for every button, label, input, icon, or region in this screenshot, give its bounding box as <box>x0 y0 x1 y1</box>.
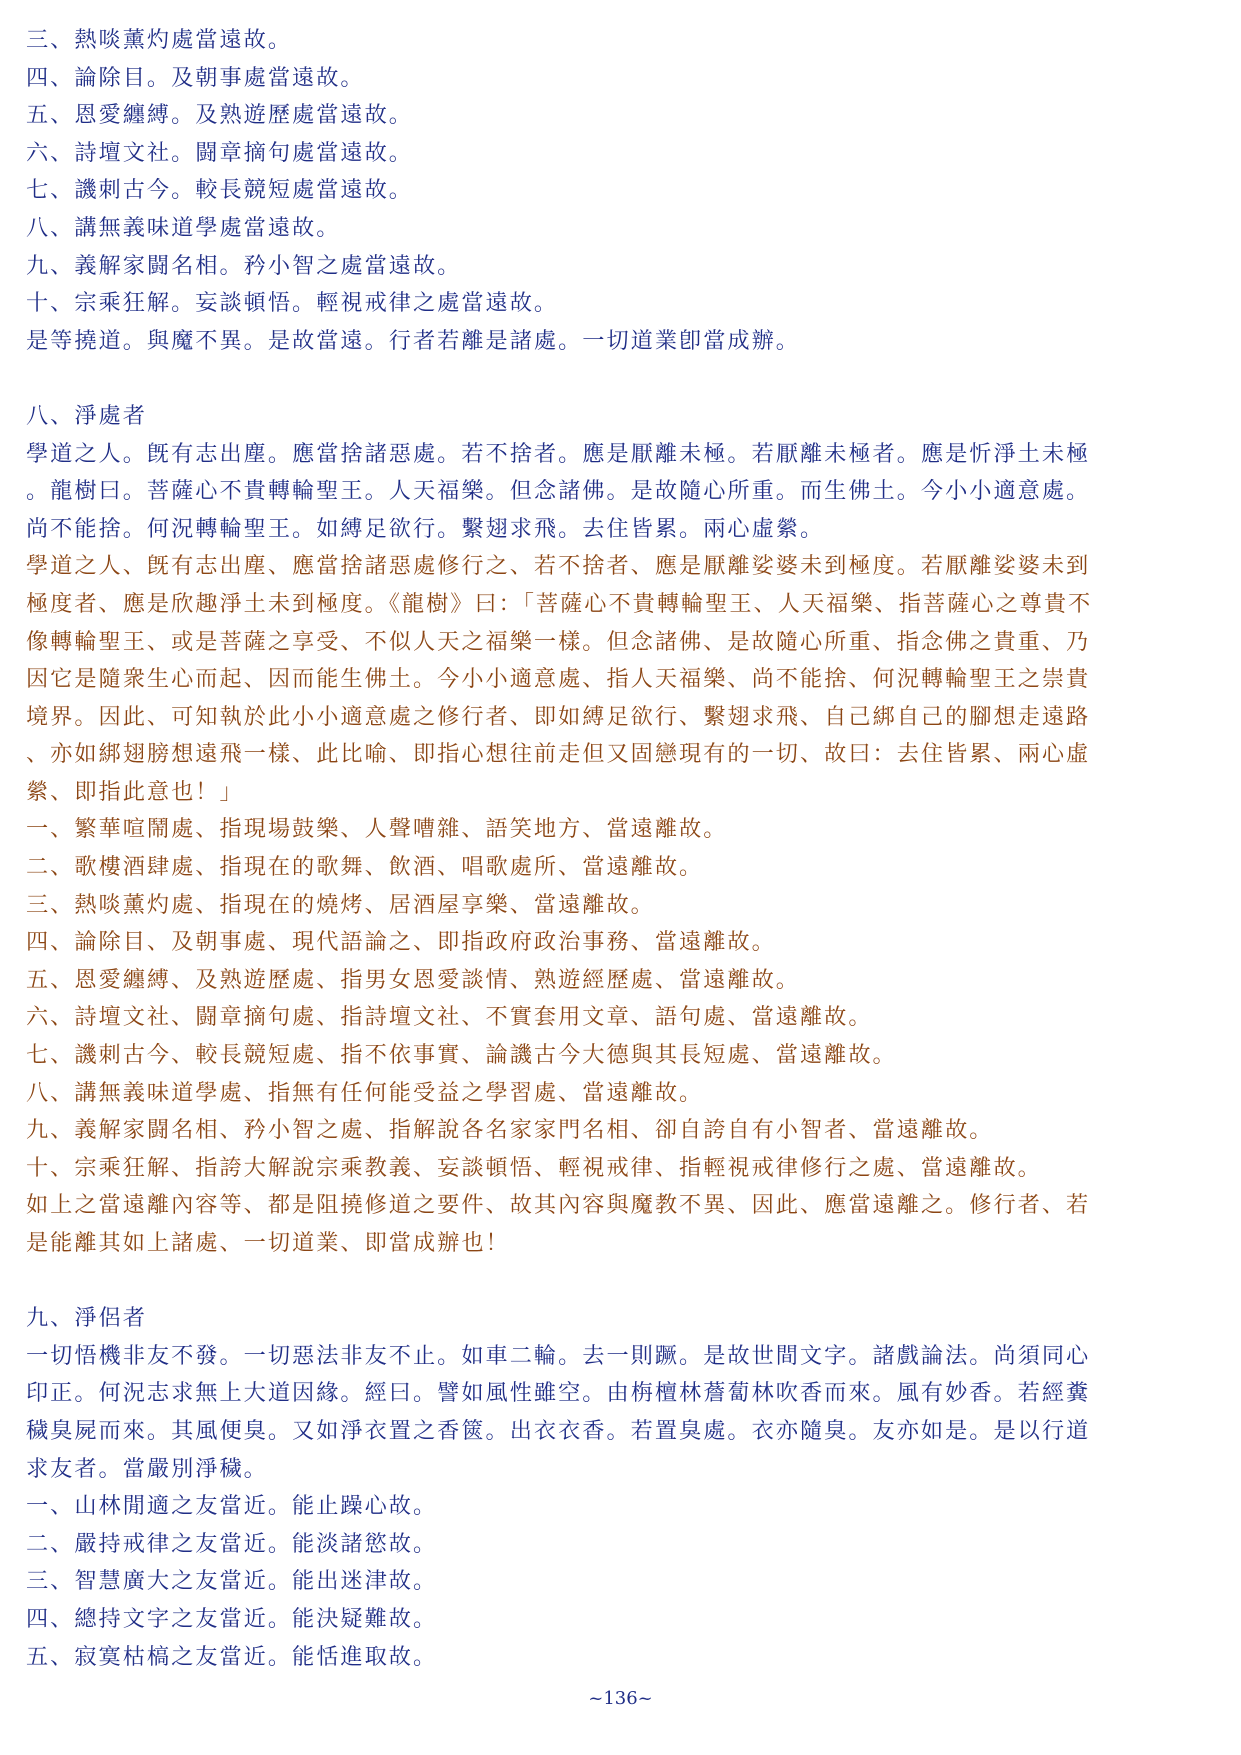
commentary-line: 是能離其如上諸處、一切道業、即當成辦也！ <box>26 1230 510 1256</box>
commentary-line: 、亦如綁翅膀想遠飛一樣、此比喻、即指心想往前走但又固戀現有的一切、故曰：去住皆累、兩心虛 <box>26 741 1091 768</box>
text-line: 八、講無義味道學處當遠故。 <box>26 214 341 241</box>
commentary-line: 六、詩壇文社、闘章摘句處、指詩壇文社、不實套用文章、語句處、當遠離故。 <box>26 1004 873 1031</box>
text-line: 九、淨侶者 <box>26 1305 147 1332</box>
text-line: 尚不能捨。何況轉輪聖王。如縛足欲行。繫翅求飛。去住皆累。兩心虛縈。 <box>26 515 825 542</box>
text-line: 七、譏刺古今。較長競短處當遠故。 <box>26 177 413 204</box>
commentary-line: 三、熱啖薰灼處、指現在的燒烤、居酒屋享樂、當遠離故。 <box>26 891 655 918</box>
text-line: 四、總持文字之友當近。能決疑難故。 <box>26 1605 438 1632</box>
text-line: 五、恩愛纏縛。及熟遊歷處當遠故。 <box>26 102 413 129</box>
commentary-line: 八、講無義味道學處、指無有任何能受益之學習處、當遠離故。 <box>26 1079 704 1106</box>
page-number: ~136~ <box>588 1688 653 1709</box>
blank-line <box>26 1263 1218 1301</box>
text-line: 是等撓道。與魔不異。是故當遠。行者若離是諸處。一切道業卽當成辦。 <box>26 327 800 354</box>
commentary-line: 境界。因此、可知執於此小小適意處之修行者、即如縛足欲行、繫翅求飛、自己綁自己的腳想走遠路 <box>26 703 1091 730</box>
commentary-line: 十、宗乘狂解、指誇大解說宗乘教義、妄談頓悟、輕視戒律、指輕視戒律修行之處、當遠離故。 <box>26 1154 1042 1181</box>
commentary-line: 縈、即指此意也！」 <box>26 778 244 805</box>
text-line: 五、寂寞枯槁之友當近。能恬進取故。 <box>26 1643 438 1670</box>
commentary-line: 學道之人、旣有志出塵、應當捨諸惡處修行之、若不捨者、應是厭離娑婆未到極度。若厭離娑婆未到 <box>26 553 1091 580</box>
text-line: 三、智慧廣大之友當近。能出迷津故。 <box>26 1568 438 1595</box>
text-line: 一切悟機非友不發。一切惡法非友不止。如車二輪。去一則蹶。是故世間文字。諸戲論法。尚須同心 <box>26 1342 1091 1369</box>
commentary-line: 二、歌樓酒肆處、指現在的歌舞、飲酒、唱歌處所、當遠離故。 <box>26 854 704 881</box>
commentary-line: 如上之當遠離內容等、都是阻撓修道之要件、故其內容與魔教不異、因此、應當遠離之。修行者、若 <box>26 1192 1091 1219</box>
text-line: 求友者。當嚴別淨穢。 <box>26 1455 268 1482</box>
text-line: 穢臭屍而來。其風便臭。又如淨衣置之香篋。出衣衣香。若置臭處。衣亦隨臭。友亦如是。是以行道 <box>26 1417 1091 1444</box>
text-line: 學道之人。旣有志出塵。應當捨諸惡處。若不捨者。應是厭離未極。若厭離未極者。應是忻淨土未極 <box>26 440 1091 467</box>
text-line: 六、詩壇文社。闘章摘句處當遠故。 <box>26 139 413 166</box>
commentary-line: 因它是隨衆生心而起、因而能生佛土。今小小適意處、指人天福樂、尚不能捨、何況轉輪聖王之崇貴 <box>26 666 1091 693</box>
commentary-line: 五、恩愛纏縛、及熟遊歷處、指男女恩愛談情、熟遊經歷處、當遠離故。 <box>26 966 800 993</box>
text-line: 印正。何況志求無上大道因緣。經曰。譬如風性雖空。由栴檀林薝蔔林吹香而來。風有妙香。若經糞 <box>26 1380 1091 1407</box>
text-line: 八、淨處者 <box>26 402 147 429</box>
document-body <box>26 22 1218 1676</box>
text-line: 四、論除目。及朝事處當遠故。 <box>26 64 365 91</box>
text-line: 。龍樹曰。菩薩心不貴轉輪聖王。人天福樂。但念諸佛。是故隨心所重。而生佛土。今小小適意處。 <box>26 478 1091 505</box>
commentary-line: 像轉輪聖王、或是菩薩之享受、不似人天之福樂一樣。但念諸佛、是故隨心所重、指念佛之貴重、乃 <box>26 628 1091 655</box>
text-line: 二、嚴持戒律之友當近。能淡諸慾故。 <box>26 1530 438 1557</box>
text-line: 三、熱啖薰灼處當遠故。 <box>26 27 293 53</box>
text-line: 九、義解家闘名相。矜小智之處當遠故。 <box>26 252 462 279</box>
commentary-line: 四、論除目、及朝事處、現代語論之、即指政府政治事務、當遠離故。 <box>26 929 776 956</box>
commentary-line: 一、繁華喧鬧處、指現場鼓樂、人聲嘈雜、語笑地方、當遠離故。 <box>26 816 728 843</box>
commentary-line: 七、譏刺古今、較長競短處、指不依事實、論譏古今大德與其長短處、當遠離故。 <box>26 1042 897 1069</box>
text-line: 十、宗乘狂解。妄談頓悟。輕視戒律之處當遠故。 <box>26 290 559 317</box>
text-line: 一、山林閒適之友當近。能止躁心故。 <box>26 1493 438 1520</box>
commentary-line: 九、義解家闘名相、矜小智之處、指解說各名家家門名相、卻自誇自有小智者、當遠離故。 <box>26 1117 994 1144</box>
blank-line <box>26 360 1218 398</box>
commentary-line: 極度者、應是欣趣淨土未到極度。《龍樹》曰：「菩薩心不貴轉輪聖王、人天福樂、指菩薩心之尊貴不 <box>26 590 1093 617</box>
